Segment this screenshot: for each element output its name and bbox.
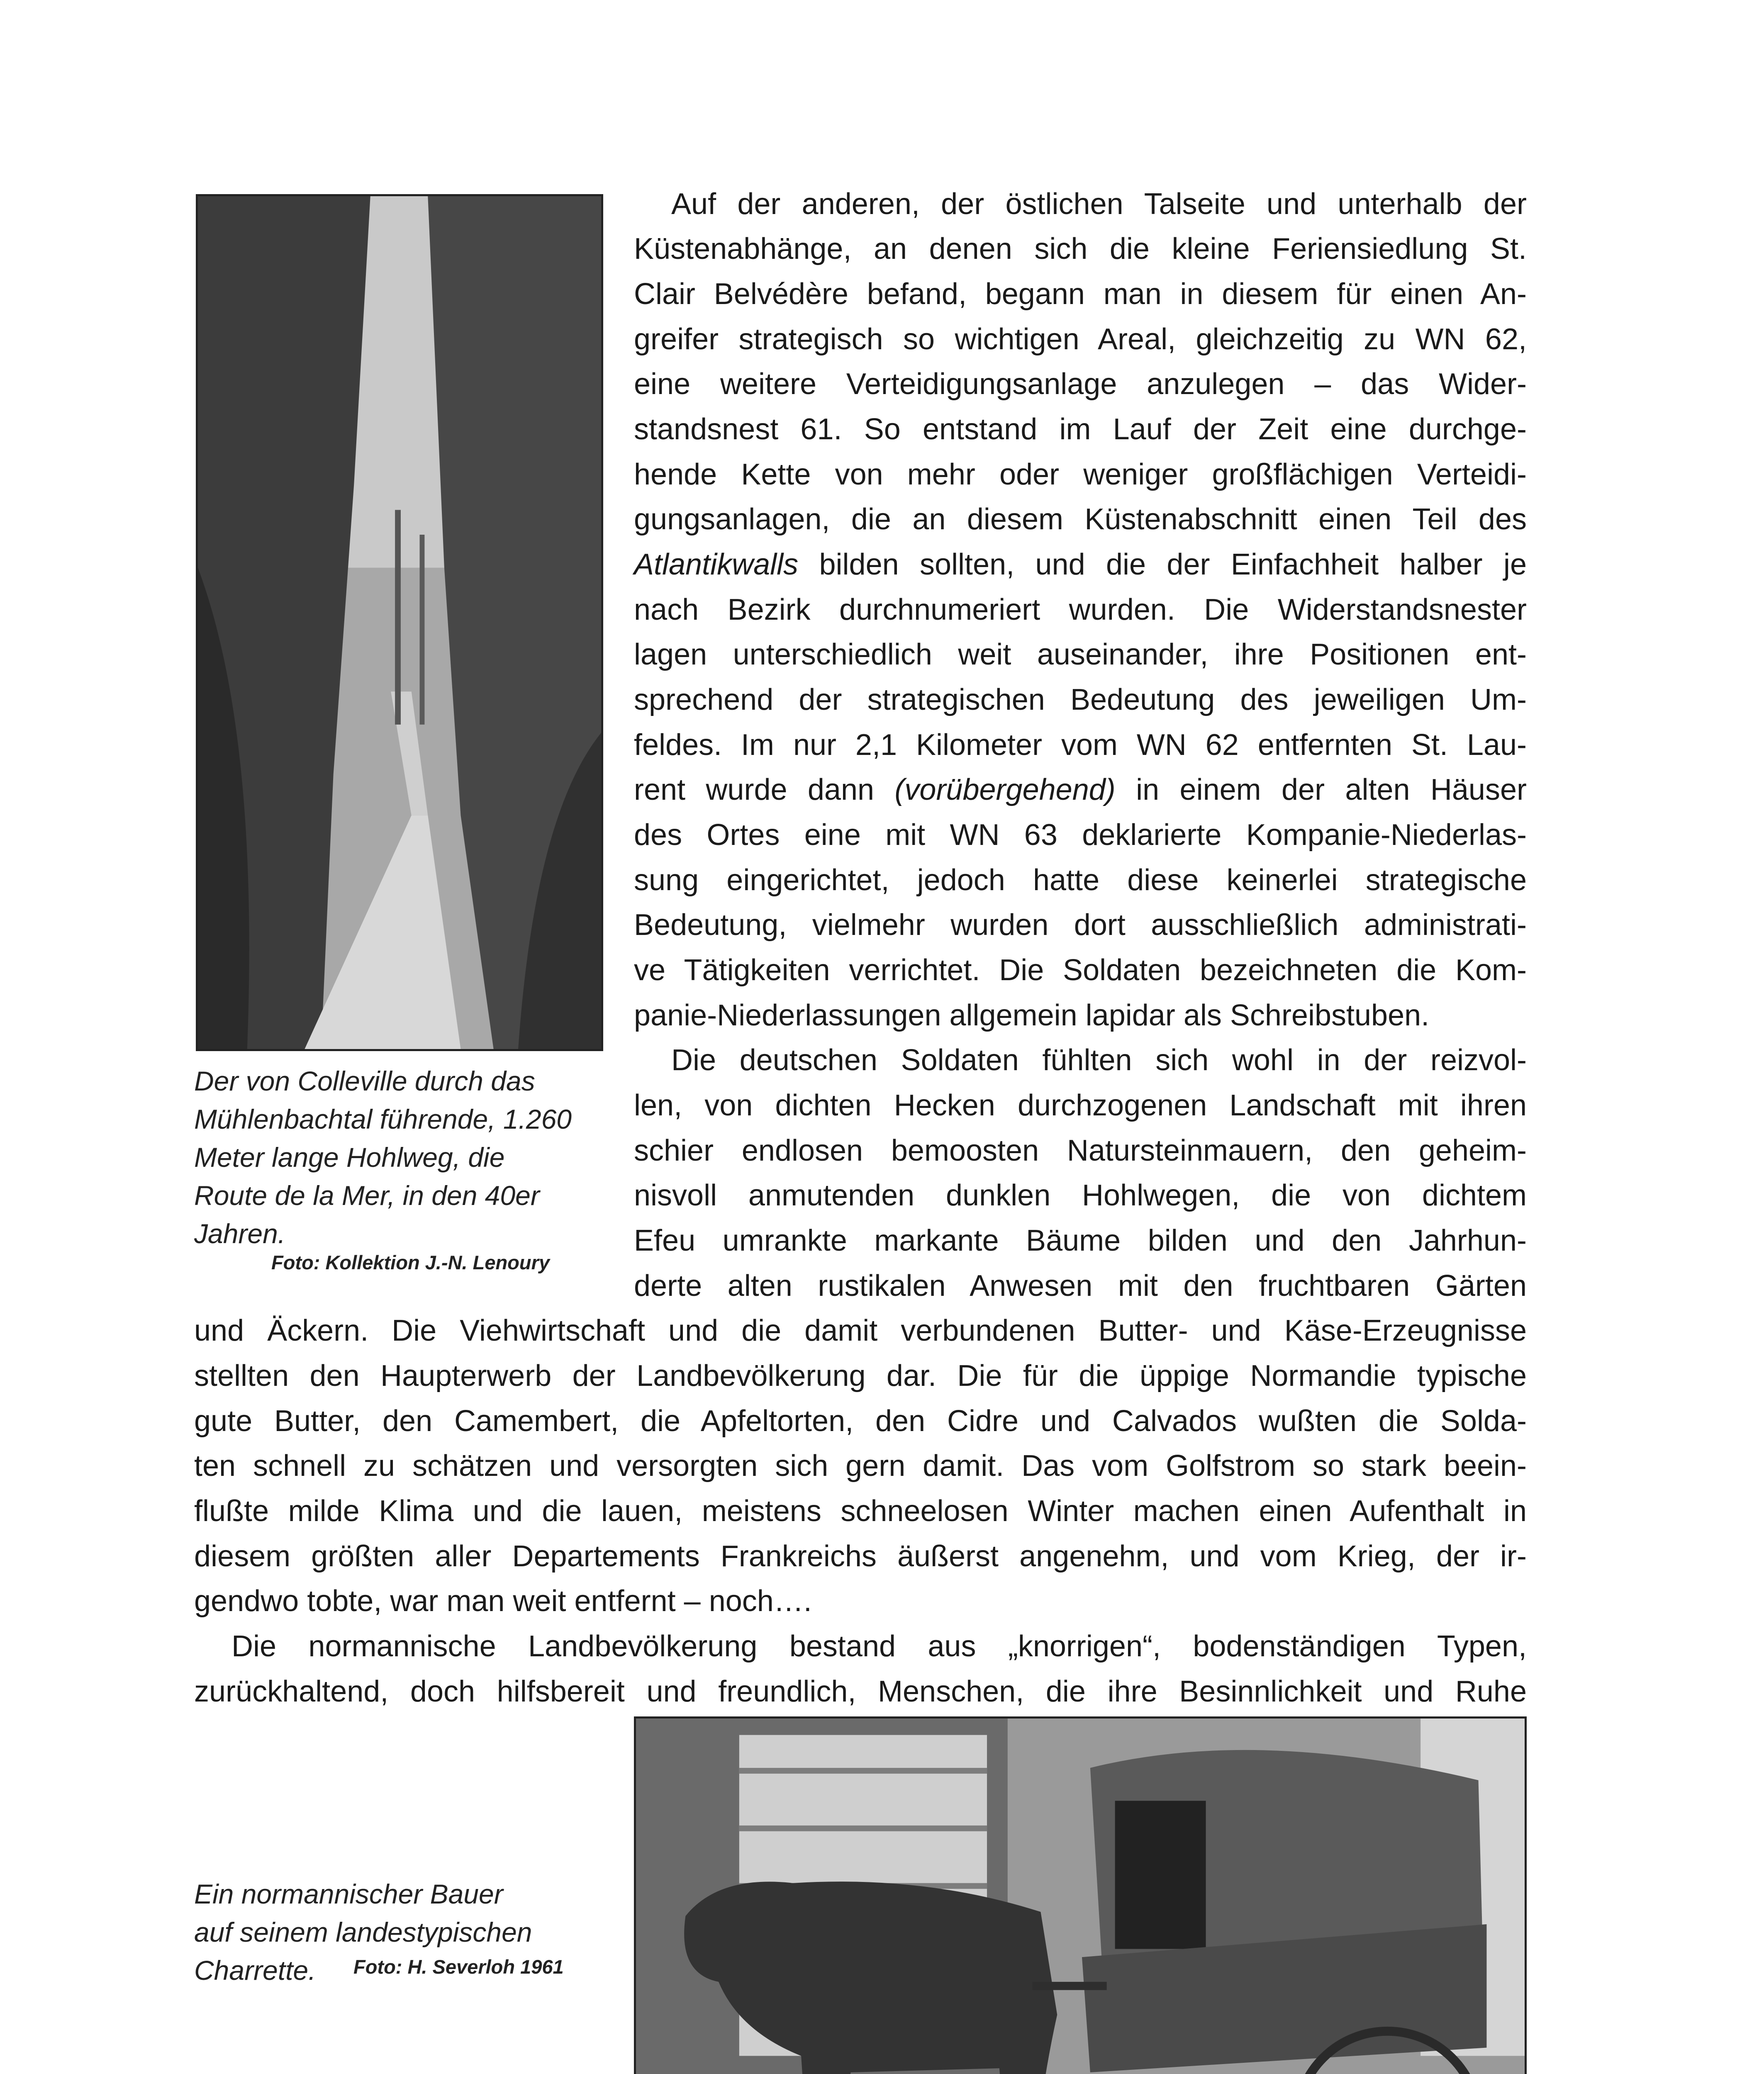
photo-charrette-image <box>636 1719 1525 2074</box>
text-line-21: len, von dichten Hecken durchzogenen Landschaft mit ihren <box>634 1089 1527 1122</box>
wide-line-1: und Äckern. Die Viehwirtschaft und die damit verbundenen Butter- und Käse-Erzeugnisse <box>194 1314 1527 1347</box>
text-italic-voruebergehend: (vorübergehend) <box>894 773 1116 806</box>
text-line-17: Bedeutung, vielmehr wurden dort ausschließlich administrati- <box>634 908 1527 942</box>
text-line-6: standsnest 61. So entstand im Lauf der Zeit eine durchge- <box>634 413 1527 446</box>
text-line-24: Efeu umrankte markante Bäume bilden und den Jahrhun- <box>634 1224 1527 1257</box>
text-line-14 <box>634 767 1527 813</box>
photo-hohlweg <box>196 194 603 1051</box>
credit-charrette: Foto: H. Severloh 1961 <box>353 1956 564 1978</box>
text-line-25: derte alten rustikalen Anwesen mit den fruchtbaren Gärten <box>634 1269 1527 1302</box>
caption-hohlweg-line-2: Mühlenbachtal führende, 1.260 <box>194 1104 572 1134</box>
wide-line-7: gendwo tobte, war man weit entfernt – noch…. <box>194 1585 812 1618</box>
caption-charrette-line-3: Charrette. <box>194 1955 316 1986</box>
wide-line-4: ten schnell zu schätzen und versorgten sich gern damit. Das vom Golfstrom so stark beein- <box>194 1449 1527 1482</box>
text-line-10: nach Bezirk durchnumeriert wurden. Die Widerstandsnester <box>634 593 1527 626</box>
caption-hohlweg <box>194 1062 572 1253</box>
text-line-4: greifer strategisch so wichtigen Areal, gleichzeitig zu WN 62, <box>634 323 1527 356</box>
text-line-15: des Ortes eine mit WN 63 deklarierte Kompanie-Niederlas- <box>634 818 1527 852</box>
text-line-3: Clair Belvédère befand, begann man in diesem für einen An- <box>634 278 1527 311</box>
text-italic-atlantikwalls: Atlantikwalls <box>634 548 799 581</box>
caption-hohlweg-line-4: Route de la Mer, in den 40er <box>194 1180 540 1211</box>
text-line-2: Küstenabhänge, an denen sich die kleine Feriensiedlung St. <box>634 232 1527 265</box>
text-line-7: hende Kette von mehr oder weniger großflächigen Verteidi- <box>634 458 1527 491</box>
text-line-13: feldes. Im nur 2,1 Kilometer vom WN 62 entfernten St. Lau- <box>634 728 1527 762</box>
text-line-16: sung eingerichtet, jedoch hatte diese keinerlei strategische <box>634 864 1527 897</box>
text-line-12: sprechend der strategischen Bedeutung des jeweiligen Um- <box>634 683 1527 716</box>
wide-line-6: diesem größten aller Departements Frankreichs äußerst angenehm, und vom Krieg, der ir- <box>194 1540 1527 1573</box>
text-line-8: gungsanlagen, die an diesem Küstenabschnitt einen Teil des <box>634 503 1527 536</box>
wide-line-2: stellten den Haupterwerb der Landbevölkerung dar. Die für die üppige Normandie typische <box>194 1359 1527 1392</box>
text-line-9-rest: bilden sollten, und die der Einfachheit halber je <box>798 548 1527 581</box>
wide-line-3: gute Butter, den Camembert, die Apfeltorten, den Cidre und Calvados wußten die Solda- <box>194 1405 1527 1438</box>
text-line-23: nisvoll anmutenden dunklen Hohlwegen, die von dichtem <box>634 1179 1527 1212</box>
text-line-11: lagen unterschiedlich weit auseinander, ihre Positionen ent- <box>634 638 1527 671</box>
wide-line-5: flußte milde Klima und die lauen, meistens schneelosen Winter machen einen Aufenthalt in <box>194 1495 1527 1528</box>
text-line-20: Die deutschen Soldaten fühlten sich wohl in der reizvol- <box>671 1044 1527 1077</box>
credit-hohlweg: Foto: Kollektion J.-N. Lenoury <box>271 1251 550 1273</box>
text-line-22: schier endlosen bemoosten Natursteinmauern, den geheim- <box>634 1134 1527 1167</box>
text-line-1: Auf der anderen, der östlichen Talseite und unterhalb der <box>671 187 1527 221</box>
text-line-14-before: rent wurde dann <box>634 773 895 806</box>
caption-hohlweg-line-5: Jahren. <box>194 1218 286 1249</box>
text-line-19: panie-Niederlassungen allgemein lapidar als Schreibstuben. <box>634 999 1430 1032</box>
photo-charrette <box>634 1716 1527 2074</box>
photo-hohlweg-image <box>198 196 601 1049</box>
wide-line-9: zurückhaltend, doch hilfsbereit und freundlich, Menschen, die ihre Besinnlichkeit und Ruhe <box>194 1675 1527 1708</box>
caption-charrette-line-1: Ein normannischer Bauer <box>194 1879 503 1909</box>
caption-hohlweg-line-1: Der von Colleville durch das <box>194 1066 535 1096</box>
text-line-9 <box>634 542 1527 587</box>
text-line-18: ve Tätigkeiten verrichtet. Die Soldaten bezeichneten die Kom- <box>634 954 1527 987</box>
text-line-14-rest: in einem der alten Häuser <box>1115 773 1527 806</box>
caption-charrette-line-2: auf seinem landestypischen <box>194 1917 532 1947</box>
caption-hohlweg-line-3: Meter lange Hohlweg, die <box>194 1142 505 1173</box>
wide-line-8: Die normannische Landbevölkerung bestand aus „knorrigen“, bodenständigen Typen, <box>231 1630 1527 1663</box>
text-line-5: eine weitere Verteidigungsanlage anzulegen – das Wider- <box>634 368 1527 401</box>
